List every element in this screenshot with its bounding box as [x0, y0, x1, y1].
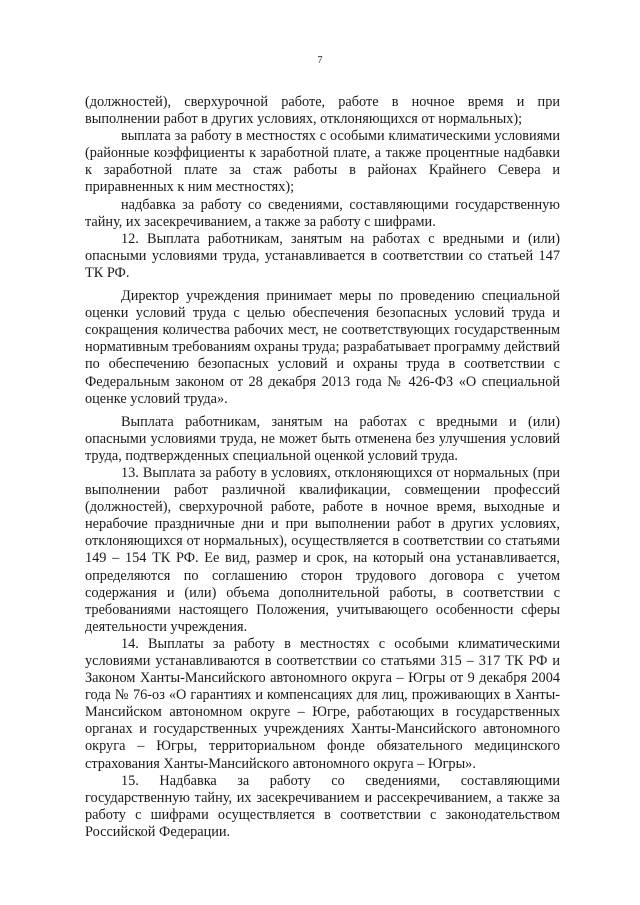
paragraph-6: Выплата работникам, занятым на работах с вредными и (или) опасными условиями труда, не может быть отменена без улучшения условий труда, подтвержденных специальной оценкой условий труда.: [85, 413, 560, 464]
paragraph-7: 13. Выплата за работу в условиях, отклоняющихся от нормальных (при выполнении работ различной квалификации, совмещении профессий (должностей), сверхурочной работе, работе в ночное время, выходные и нерабочие праздничные дни и при выполнении работ в других условиях, отклоняющихся от нормальных), осуществляется в соответствии со статьями 149 – 154 ТК РФ. Ее вид, размер и срок, на который она устанавливается, определяются по соглашению сторон трудового договора с учетом содержания и (или) объема дополнительной работы, в соответствии с требованиями настоящего Положения, учитывающего особенности сферы деятельности учреждения.: [85, 464, 560, 635]
paragraph-8: 14. Выплаты за работу в местностях с особыми климатическими условиями устанавливаются в соответствии со статьями 315 – 317 ТК РФ и Законом Ханты-Мансийского автономного округа – Югры от 9 декабря 2004 года № 76-оз «О гарантиях и компенсациях для лиц, проживающих в Ханты-Мансийском автономном округе – Югре, работающих в государственных органах и государственных учреждениях Ханты-Мансийского автономного округа – Югры, территориальном фонде обязательного медицинского страхования Ханты-Мансийского автономного округа – Югры».: [85, 635, 560, 772]
paragraph-9: 15. Надбавка за работу со сведениями, составляющими государственную тайну, их засекречиванием и рассекречиванием, а также за работу с шифрами осуществляется в соответствии с законодательством Российской Федерации.: [85, 772, 560, 840]
paragraph-1: (должностей), сверхурочной работе, работе в ночное время и при выполнении работ в других условиях, отклоняющихся от нормальных);: [85, 94, 560, 128]
document-body: [85, 94, 560, 841]
paragraph-2: выплата за работу в местностях с особыми климатическими условиями (районные коэффициенты к заработной плате, а также процентные надбавки к заработной плате за стаж работы в районах Крайнего Севера и приравненных к ним местностях);: [85, 128, 560, 196]
paragraph-5: Директор учреждения принимает меры по проведению специальной оценки условий труда с целью обеспечения безопасных условий труда и сокращения количества рабочих мест, не соответствующих государственным нормативным требованиям охраны труда; разрабатывает программу действий по обеспечению безопасных условий и охраны труда в соответствии с Федеральным законом от 28 декабря 2013 года № 426-ФЗ «О специальной оценке условий труда».: [85, 288, 560, 407]
page-number: 7: [317, 55, 323, 66]
paragraph-3: надбавка за работу со сведениями, составляющими государственную тайну, их засекречиванием, а также за работу с шифрами.: [85, 196, 560, 230]
paragraph-4: 12. Выплата работникам, занятым на работах с вредными и (или) опасными условиями труда, устанавливается в соответствии со статьей 147 ТК РФ.: [85, 230, 560, 281]
